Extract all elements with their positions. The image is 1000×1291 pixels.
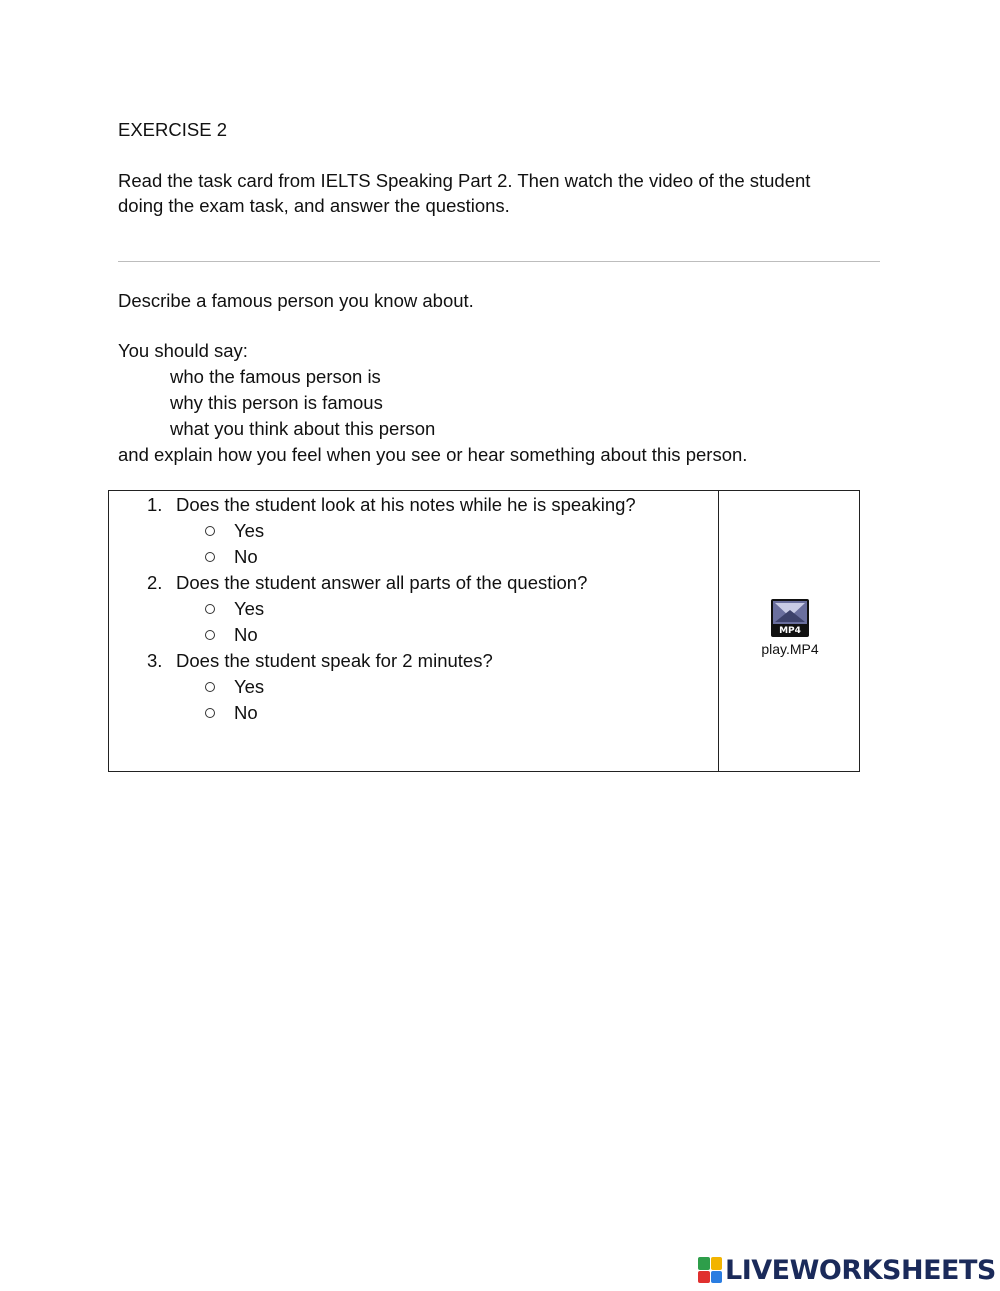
question-text: Does the student speak for 2 minutes? (176, 650, 493, 671)
option-label[interactable]: No (234, 546, 258, 567)
questions-table (108, 490, 860, 772)
task-closing: and explain how you feel when you see or hear something about this person. (118, 444, 748, 465)
radio-option[interactable] (205, 682, 215, 692)
question-text: Does the student look at his notes while he is speaking? (176, 494, 636, 515)
question-number: 1. (147, 494, 163, 515)
radio-option[interactable] (205, 552, 215, 562)
option-label[interactable]: Yes (234, 598, 265, 619)
liveworksheets-logo (698, 1255, 996, 1285)
task-should-say: You should say: (118, 340, 248, 361)
radio-option[interactable] (205, 708, 215, 718)
task-bullet: why this person is famous (170, 392, 383, 413)
table-column-divider (718, 491, 719, 771)
exercise-instructions: Read the task card from IELTS Speaking Part 2. Then watch the video of the student doing the exam task, and answer the questions. (118, 170, 811, 216)
task-bullet: what you think about this person (170, 418, 436, 439)
mp4-badge: MP4 (779, 626, 801, 636)
option-label[interactable]: No (234, 624, 258, 645)
radio-option[interactable] (205, 526, 215, 536)
logo-mark-icon (698, 1257, 722, 1283)
logo-text: LIVEWORKSHEETS (725, 1254, 996, 1286)
question-number: 2. (147, 572, 163, 593)
question-number: 3. (147, 650, 163, 671)
option-label[interactable]: Yes (234, 676, 265, 697)
exercise-heading: EXERCISE 2 (118, 119, 227, 140)
task-prompt: Describe a famous person you know about. (118, 290, 474, 311)
divider-line (118, 261, 880, 262)
radio-option[interactable] (205, 604, 215, 614)
video-file-label[interactable]: play.MP4 (761, 641, 819, 657)
option-label[interactable]: No (234, 702, 258, 723)
task-bullet: who the famous person is (170, 366, 381, 387)
option-label[interactable]: Yes (234, 520, 265, 541)
mp4-file-icon[interactable] (770, 598, 810, 638)
radio-option[interactable] (205, 630, 215, 640)
question-text: Does the student answer all parts of the question? (176, 572, 588, 593)
